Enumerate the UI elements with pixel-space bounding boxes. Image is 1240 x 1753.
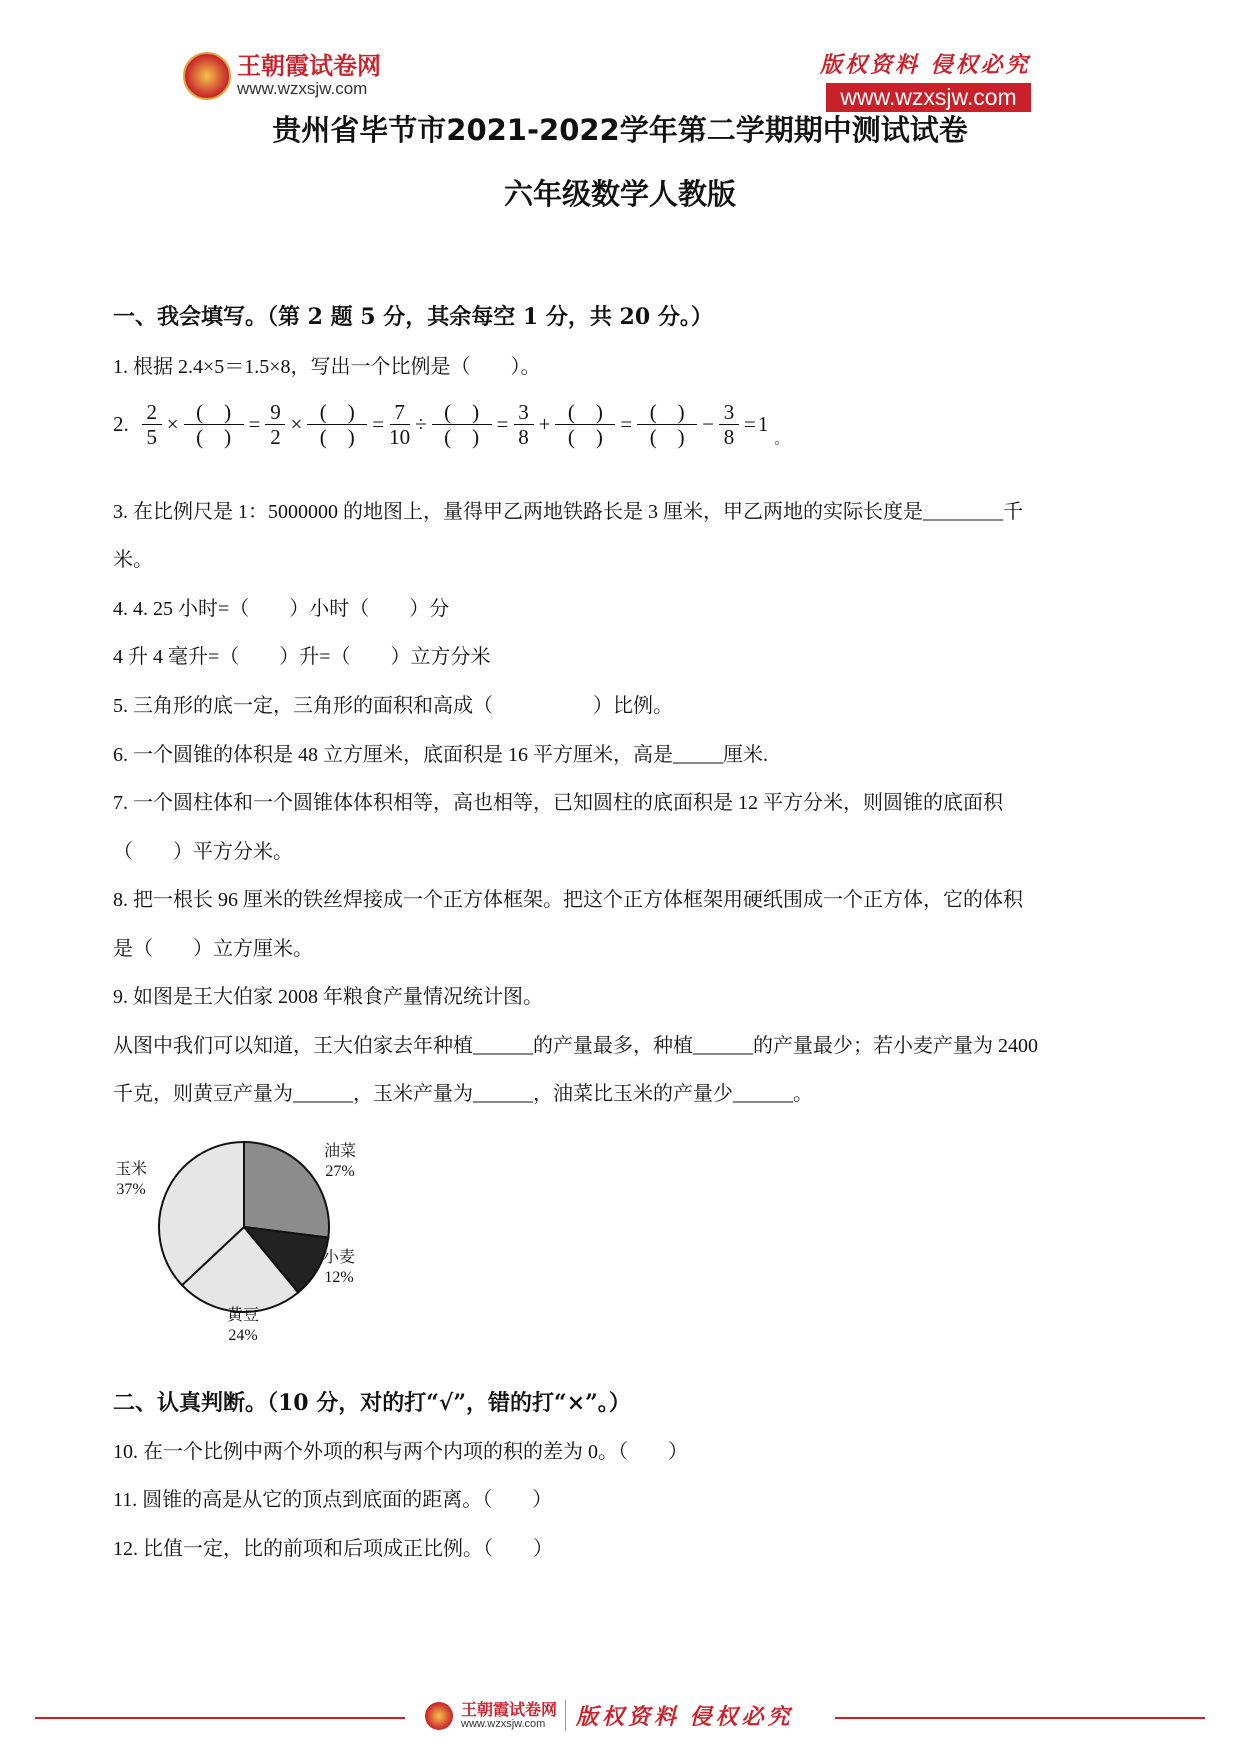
question: 11. 圆锥的高是从它的顶点到底面的距离。（ ）: [113, 1489, 553, 1511]
label-rapeseed: 油菜 27%: [324, 1143, 357, 1180]
fraction: $\frac{2}{5}$: [142, 400, 162, 449]
fraction: $\frac{3}{8}$: [514, 400, 534, 449]
copyright-block: [820, 48, 1031, 112]
question: 8. 把一根长 96 厘米的铁丝焊接成一个正方体框架。把这个正方体框架用硬纸围成一个正方体，它的体积: [113, 889, 1023, 911]
blank-fraction[interactable]: $\frac{( )}{( )}$: [307, 400, 367, 449]
question: 3. 在比例尺是 1：5000000 的地图上，量得甲乙两地铁路长是 3 厘米，甲乙两地的实际长度是________千: [113, 501, 1023, 523]
question: 千克，则黄豆产量为______，玉米产量为______，油菜比玉米的产量少______。: [113, 1083, 813, 1105]
page-title: 贵州省毕节市2021-2022学年第二学期期中测试试卷: [272, 113, 968, 147]
label-wheat: 小麦 12%: [323, 1249, 356, 1286]
fraction: $\frac{3}{8}$: [719, 400, 739, 449]
page-subtitle: 六年级数学人教版: [503, 177, 736, 211]
label-soybean: 黄豆 24%: [227, 1307, 260, 1344]
question: （ ）平方分米。: [113, 841, 293, 863]
question: 米。: [113, 549, 153, 571]
footer: [0, 1700, 1240, 1740]
question: 9. 如图是王大伯家 2008 年粮食产量情况统计图。: [113, 986, 543, 1008]
seal-icon: [183, 52, 231, 100]
seal-icon: [425, 1702, 453, 1730]
question: 6. 一个圆锥的体积是 48 立方厘米，底面积是 16 平方厘米，高是_____厘米.: [113, 744, 768, 766]
question: 是（ ）立方厘米。: [113, 938, 313, 960]
footer-copyright: 版权资料 侵权必究: [565, 1700, 794, 1731]
question-equation: 2. $\frac{2}{5}$ × $\frac{( )}{( )}$ = $\frac{9}{2}$ × $\frac{( )}{( )}$ = $\frac{7}{10}$ ÷ $\frac{( )}{( )}$ = $\frac{3}{8}$ + $\frac{( )}{( )}$ = $\frac{( )}{( )}$ − $\frac{3}{8}$ = 1 。: [113, 400, 789, 449]
section-heading: 一、我会填写。（第 2 题 5 分，其余每空 1 分，共 20 分。）: [113, 304, 713, 330]
question: 7. 一个圆柱体和一个圆锥体体积相等，高也相等，已知圆柱的底面积是 12 平方分米，则圆锥的底面积: [113, 792, 1003, 814]
brand-url: www.wzxsjw.com: [237, 79, 368, 98]
question: 10. 在一个比例中两个外项的积与两个内项的积的差为 0。（ ）: [113, 1441, 688, 1463]
copyright-url: www.wzxsjw.com: [826, 83, 1030, 112]
brand-name: 王朝霞试卷网: [237, 52, 381, 80]
footer-divider: [835, 1717, 1205, 1719]
section-heading: 二、认真判断。（10 分，对的打“√”，错的打“×”。）: [113, 1390, 631, 1416]
blank-fraction[interactable]: $\frac{( )}{( )}$: [184, 400, 244, 449]
slice-rapeseed: [244, 1142, 329, 1238]
label-corn: 玉米 37%: [115, 1161, 148, 1198]
blank-fraction[interactable]: $\frac{( )}{( )}$: [555, 400, 615, 449]
question: 5. 三角形的底一定，三角形的面积和高成（ ）比例。: [113, 695, 673, 717]
question: 1. 根据 2.4×5＝1.5×8，写出一个比例是（ ）。: [113, 356, 541, 378]
fraction: $\frac{7}{10}$: [389, 400, 411, 449]
footer-brand: 王朝霞试卷网: [461, 1699, 558, 1719]
blank-fraction[interactable]: $\frac{( )}{( )}$: [432, 400, 492, 449]
question: 4. 4. 25 小时=（ ）小时（ ）分: [113, 598, 450, 620]
footer-divider: [35, 1717, 405, 1719]
copyright-text: 版权资料 侵权必究: [820, 52, 1031, 78]
brand-logo: [183, 52, 381, 100]
question-number: 2.: [113, 412, 129, 436]
question: 12. 比值一定，比的前项和后项成正比例。（ ）: [113, 1538, 553, 1560]
fraction: $\frac{9}{2}$: [265, 400, 285, 449]
question: 4 升 4 毫升=（ ）升=（ ）立方分米: [113, 646, 491, 668]
footer-url: www.wzxsjw.com: [461, 1717, 546, 1730]
blank-fraction[interactable]: $\frac{( )}{( )}$: [637, 400, 697, 449]
question: 从图中我们可以知道，王大伯家去年种植______的产量最多，种植______的产量最少；若小麦产量为 2400: [113, 1035, 1038, 1057]
